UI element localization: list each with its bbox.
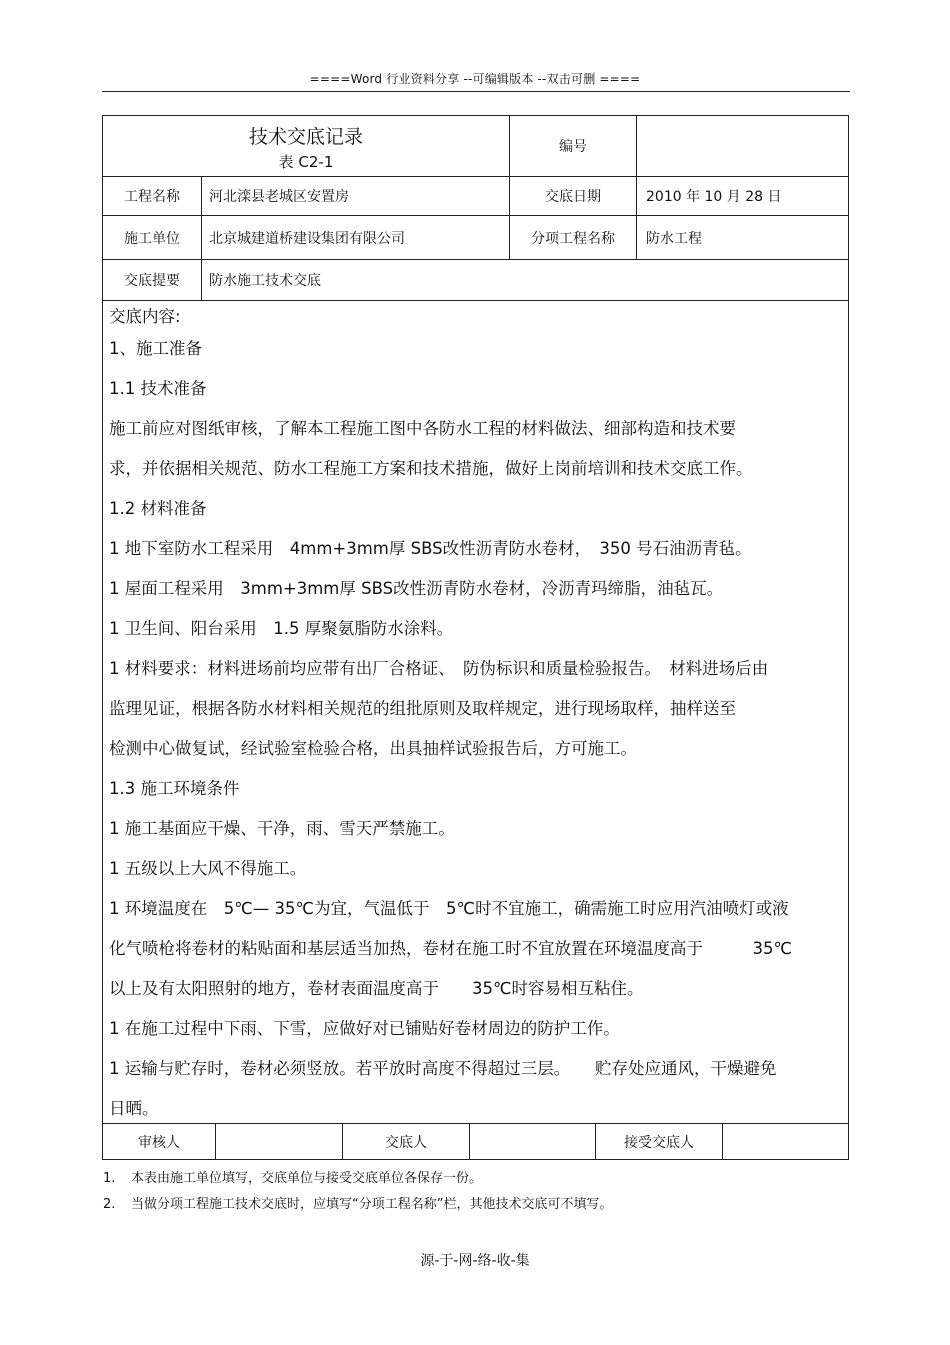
header-divider: [102, 91, 850, 92]
discloser-label: 交底人: [385, 1135, 427, 1151]
form-note: [103, 1167, 482, 1186]
column-divider: [201, 176, 202, 300]
content-line: 1.1 技术准备: [109, 379, 207, 398]
disclosure-date-label: 交底日期: [545, 189, 601, 205]
form-number: 表 C2-1: [278, 153, 334, 171]
number-label: 编号: [559, 139, 587, 155]
content-line: 1.2 材料准备: [109, 499, 207, 518]
content-line: 化气喷枪将卷材的粘贴面和基层适当加热，卷材在施工时不宜放置在环境温度高于 35℃: [109, 939, 793, 958]
project-name-value: 河北滦县老城区安置房: [209, 189, 349, 205]
content-line: 1 材料要求：材料进场前均应带有出厂合格证、 防伪标识和质量检验报告。 材料进场后由: [109, 659, 769, 678]
content-line: 1、施工准备: [109, 339, 202, 358]
project-name-label: 工程名称: [124, 189, 180, 205]
content-line: 1 屋面工程采用 3mm+3mm厚 SBS改性沥青防水卷材，冷沥青玛缔脂，油毡瓦。: [109, 579, 724, 598]
summary-label: 交底提要: [124, 273, 180, 289]
construction-unit-value: 北京城建道桥建设集团有限公司: [209, 230, 405, 247]
disclosure-date-value: 2010 年 10 月 28 日: [646, 189, 782, 205]
reviewer-label: 审核人: [138, 1135, 180, 1151]
receiver-signature-field[interactable]: [723, 1124, 848, 1160]
content-line: 监理见证，根据各防水材料相关规范的组批原则及取样规定，进行现场取样，抽样送至: [109, 699, 736, 718]
receiver-label: 接受交底人: [624, 1135, 694, 1151]
discloser-signature-field[interactable]: [470, 1124, 595, 1160]
content-line: 以上及有太阳照射的地方，卷材表面温度高于 35℃时容易相互粘住。: [109, 979, 644, 998]
content-line: 1 运输与贮存时，卷材必须竖放。若平放时高度不得超过三层。 贮存处应通风，干燥避免: [109, 1059, 777, 1078]
content-line: 1.3 施工环境条件: [109, 779, 240, 798]
summary-value: 防水施工技术交底: [209, 273, 321, 289]
number-field[interactable]: [646, 116, 846, 176]
form-note: [103, 1193, 612, 1212]
row-divider: [102, 300, 849, 301]
subproject-name-label: 分项工程名称: [531, 230, 615, 247]
content-line: 1 施工基面应干燥、干净，雨、雪天严禁施工。: [109, 819, 455, 838]
construction-unit-label: 施工单位: [124, 230, 180, 247]
page-header-banner: ====Word 行业资料分享 --可编辑版本 --双击可删 ====: [309, 72, 641, 86]
page-footer: 源-于-网-络-收-集: [420, 1253, 530, 1269]
content-line: 1 在施工过程中下雨、下雪，应做好对已铺贴好卷材周边的防护工作。: [109, 1019, 620, 1038]
content-line: 1 五级以上大风不得施工。: [109, 859, 307, 878]
note-text: 本表由施工单位填写，交底单位与接受交底单位各保存一份。: [131, 1171, 483, 1186]
column-divider: [636, 115, 637, 260]
note-text: 当做分项工程施工技术交底时，应填写“分项工程名称”栏，其他技术交底可不填写。: [131, 1197, 613, 1212]
subproject-name-value: 防水工程: [646, 230, 702, 247]
form-title-block: [103, 116, 509, 176]
content-line: 1 环境温度在 5℃— 35℃为宜，气温低于 5℃时不宜施工，确需施工时应用汽油喷灯或液: [109, 899, 789, 918]
content-line: 检测中心做复试，经试验室检验合格，出具抽样试验报告后，方可施工。: [109, 739, 637, 758]
content-line: 1 地下室防水工程采用 4mm+3mm厚 SBS改性沥青防水卷材， 350 号石油沥青毡。: [109, 539, 752, 558]
content-line: 求，并依据相关规范、防水工程施工方案和技术措施，做好上岗前培训和技术交底工作。: [109, 459, 753, 478]
content-line: 1 卫生间、阳台采用 1.5 厚聚氨脂防水涂料。: [109, 619, 454, 638]
note-number: 1.: [103, 1171, 116, 1186]
content-line: 施工前应对图纸审核，了解本工程施工图中各防水工程的材料做法、细部构造和技术要: [109, 419, 736, 438]
reviewer-signature-field[interactable]: [216, 1124, 342, 1160]
form-title: 技术交底记录: [248, 126, 363, 148]
note-number: 2.: [103, 1197, 116, 1212]
content-line: 日晒。: [109, 1099, 159, 1118]
content-heading: 交底内容:: [109, 307, 181, 326]
